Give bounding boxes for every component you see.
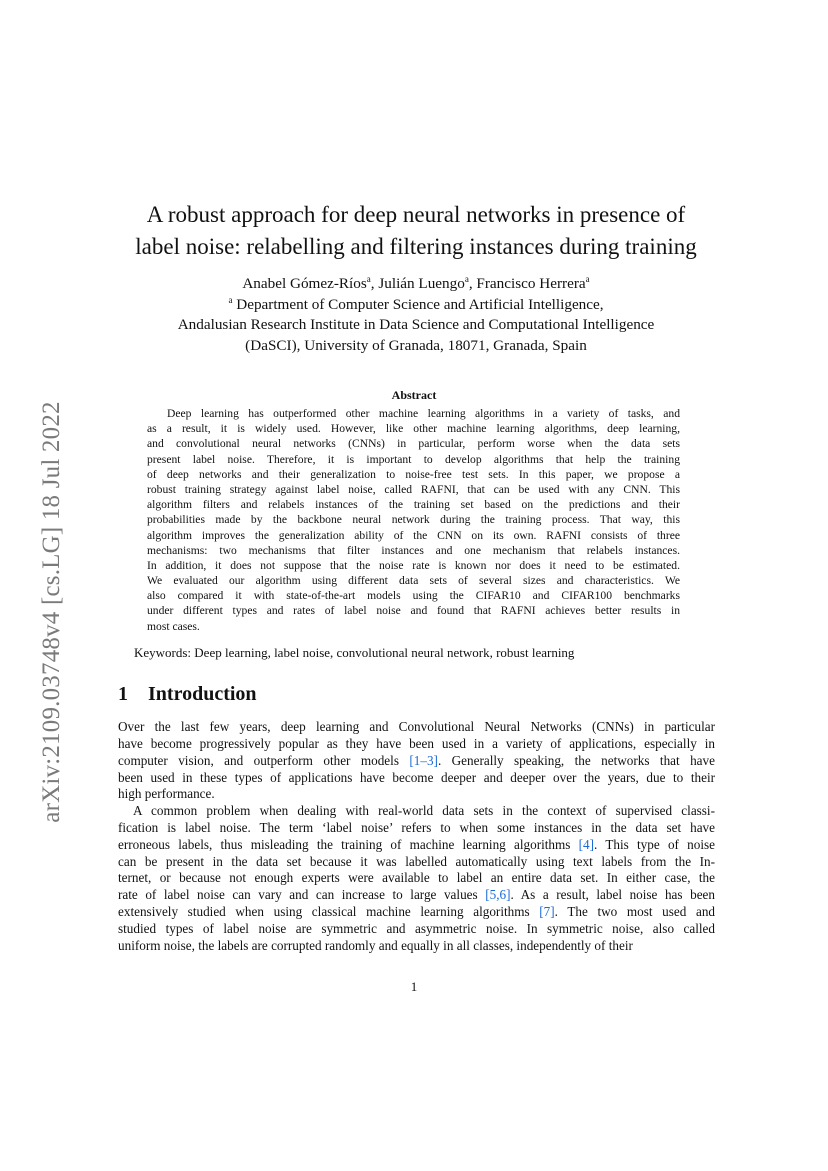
author-separator: , (370, 275, 379, 292)
abstract-line: Deep learning has outperformed other machine learning algorithms in a variety of tasks, and (167, 407, 680, 420)
affiliation-line (118, 295, 714, 316)
abstract-line: mechanisms: two mechanisms that filter instances and one mechanism that relabels instances. (147, 543, 680, 557)
title-line: label noise: relabelling and filtering instances during training (135, 234, 697, 259)
affiliation-marker: a (464, 274, 469, 284)
abstract-line: probabilities made by the backbone neural network during the training process. That way, this (147, 513, 680, 527)
citation-link[interactable]: [4] (578, 836, 595, 852)
keywords: Keywords: Deep learning, label noise, convolutional neural network, robust learning (134, 645, 575, 660)
paragraph-line: uniform noise, the labels are corrupted randomly and equally in all classes, independently of their (118, 937, 633, 953)
abstract-line: robust training strategy against label noise, called RAFNI, that can be used with any CNN. This (147, 482, 680, 496)
abstract-line: also compared it with state-of-the-art models using the CIFAR10 and CIFAR100 benchmarks (147, 589, 680, 603)
abstract-line: of deep networks and their generalization to noise-free test sets. In this paper, we propose a (147, 467, 680, 481)
paragraph-line: ternet, or because not enough experts were available to label an entire data set. In either case, the (118, 870, 715, 886)
title-line: A robust approach for deep neural networks in presence of (146, 202, 686, 227)
paragraph-line: have become progressively popular as they have been used in a variety of applications, especially in (118, 735, 715, 751)
author-separator: , (468, 275, 477, 292)
author-name: Julián Luengo (378, 275, 465, 292)
paper-title (118, 199, 714, 263)
abstract-line: algorithm filters and relabels instances of the training set based on the predictions and their (147, 498, 680, 512)
intro-paragraph-2 (118, 803, 715, 955)
section-title: Introduction (148, 683, 257, 705)
author-name: Francisco Herrera (476, 275, 586, 292)
paragraph-line: high performance. (118, 786, 215, 802)
paragraph-line: been used in these types of applications have become deeper and deeper over the years, due to their (118, 769, 715, 785)
affiliation-line: Andalusian Research Institute in Data Science and Computational Intelligence (177, 316, 655, 333)
intro-paragraph-1 (118, 719, 715, 803)
arxiv-identifier: arXiv:2109.03748v4 [cs.LG] 18 Jul 2022 (38, 401, 65, 823)
abstract-line: under different types and rates of label noise and found that RAFNI achieves better results in (147, 604, 680, 618)
paragraph-line: rate of label noise can vary and can increase to large values [5,6]. As a result, label noise has been (118, 887, 715, 903)
affiliation-marker: a (585, 274, 590, 284)
citation-link[interactable]: [5,6] (485, 887, 511, 903)
abstract-heading: Abstract (391, 388, 437, 402)
paragraph-line: extensively studied when using classical machine learning algorithms [7]. The two most used and (118, 904, 715, 920)
abstract-line: and convolutional neural networks (CNNs) in particular, perform worse when the data sets (147, 437, 680, 451)
abstract-body (147, 406, 680, 634)
section-number: 1 (118, 683, 128, 705)
author-name: Anabel Gómez-Ríos (242, 275, 367, 292)
affiliation-line: (DaSCI), University of Granada, 18071, Granada, Spain (245, 336, 587, 354)
paragraph-line: computer vision, and outperform other models [1–3]. Generally speaking, the networks that have (118, 752, 715, 768)
citation-link[interactable]: [1–3] (409, 752, 438, 768)
author-names (118, 274, 714, 295)
paragraph-line: erroneous labels, thus misleading the training of machine learning algorithms [4]. This type of noise (118, 836, 715, 852)
abstract-line: We evaluated our algorithm using different data sets of several sizes and characteristics. We (147, 574, 680, 588)
affiliation-marker: a (228, 294, 233, 305)
page-number: 1 (410, 979, 418, 994)
paragraph-line: Over the last few years, deep learning and Convolutional Neural Networks (CNNs) in particular (118, 719, 715, 734)
abstract-line: most cases. (147, 619, 200, 633)
abstract-line: as a result, it is widely used. However, like other machine learning algorithms, deep learning, (147, 422, 680, 436)
paragraph-line: A common problem when dealing with real-world data sets in the context of supervised classi- (133, 803, 715, 818)
citation-link[interactable]: [7] (539, 904, 555, 920)
section-heading (118, 683, 257, 706)
paragraph-line: can be present in the data set because it was labelled automatically using text labels from the In- (118, 853, 715, 869)
abstract-line: present label noise. Therefore, it is important to develop algorithms that help the training (147, 452, 680, 466)
affiliation-marker: a (366, 274, 371, 284)
paragraph-line: studied types of label noise are symmetric and asymmetric noise. In symmetric noise, also called (118, 920, 715, 936)
author-block (118, 274, 714, 356)
abstract-line: algorithm improves the generalization ability of the CNN on its own. RAFNI consists of three (147, 528, 680, 542)
paragraph-line: fication is label noise. The term ‘label noise’ refers to when some instances in the data set have (118, 819, 715, 835)
abstract-line: In addition, it does not suppose that the noise rate is known nor does it need to be estimated. (147, 558, 680, 572)
affiliation-text: Department of Computer Science and Artificial Intelligence, (232, 295, 604, 313)
